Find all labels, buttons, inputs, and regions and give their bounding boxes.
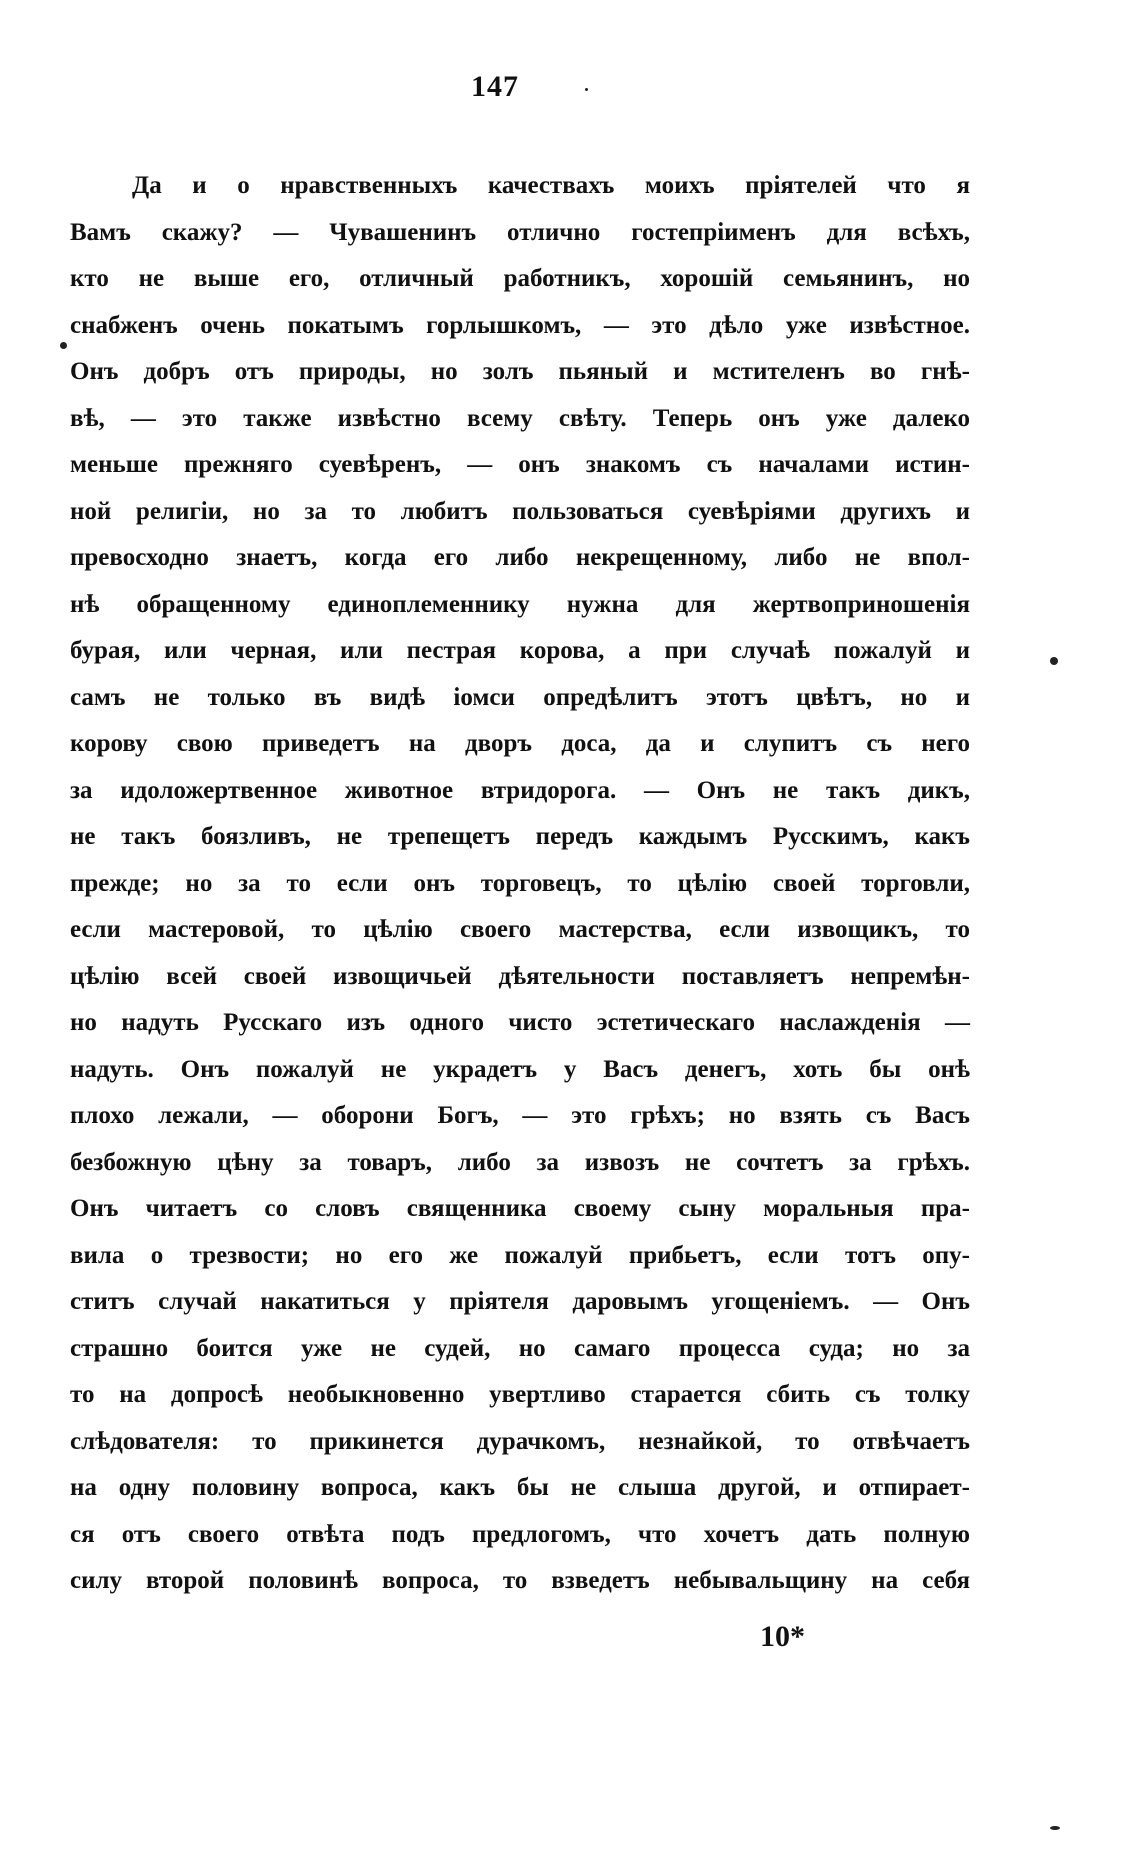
text-line: нѣ обращенному единоплеменнику нужна для жертвоприношенія — [70, 590, 970, 618]
page-number: 147 — [471, 70, 519, 103]
text-line: превосходно знаетъ, когда его либо некрещенному, либо не впол- — [70, 544, 970, 571]
text-line: то на допросѣ необыкновенно увертливо старается сбить съ толку — [70, 1381, 970, 1408]
text-line: меньше прежняго суевѣренъ, — онъ знакомъ съ началами истин- — [70, 451, 970, 478]
text-line: ной религіи, но за то любитъ пользоваться суевѣріями другихъ и — [70, 497, 970, 525]
text-line: силу второй половинѣ вопроса, то взведетъ небывальщину на себя — [70, 1567, 970, 1594]
scan-speck — [1050, 657, 1058, 665]
scan-speck — [60, 342, 67, 349]
text-line: слѣдователя: то прикинется дурачкомъ, незнайкой, то отвѣчаетъ — [70, 1427, 970, 1455]
text-line: но надуть Русскаго изъ одного чисто эстетическаго наслажденія — — [70, 1009, 970, 1036]
text-line: на одну половину вопроса, какъ бы не слыша другой, и отпирает- — [70, 1474, 970, 1501]
text-line: снабженъ очень покатымъ горлышкомъ, — это дѣло уже извѣстное. — [70, 311, 970, 339]
scan-speck — [585, 88, 588, 91]
text-line: если мастеровой, то цѣлію своего мастерства, если извощикъ, то — [70, 916, 970, 943]
text-line: прежде; но за то если онъ торговецъ, то цѣлію своей торговли, — [70, 869, 970, 897]
signature-mark: 10* — [760, 1620, 805, 1653]
text-line: цѣлію всей своей извощичьей дѣятельности поставляетъ непремѣн- — [70, 962, 970, 990]
text-line: надуть. Онъ пожалуй не украдетъ у Васъ денегъ, хоть бы онѣ — [70, 1055, 970, 1083]
text-line: самъ не только въ видѣ іомси опредѣлитъ этотъ цвѣтъ, но и — [70, 683, 970, 711]
text-line: плохо лежали, — оборони Богъ, — это грѣхъ; но взять съ Васъ — [70, 1102, 970, 1129]
text-line: за идоложертвенное животное втридорога. — Онъ не такъ дикъ, — [70, 776, 970, 804]
text-line: корову свою приведетъ на дворъ доса, да и слупитъ съ него — [70, 730, 970, 757]
text-line: не такъ боязливъ, не трепещетъ передъ каждымъ Русскимъ, какъ — [70, 823, 970, 850]
body-text — [70, 163, 970, 1605]
text-line: Онъ добръ отъ природы, но золъ пьяный и мстителенъ во гнѣ- — [70, 358, 970, 385]
text-line: бурая, или черная, или пестрая корова, а при случаѣ пожалуй и — [70, 637, 970, 664]
text-line: вила о трезвости; но его же пожалуй прибьетъ, если тотъ опу- — [70, 1241, 970, 1269]
text-line: Вамъ скажу? — Чувашенинъ отлично гостепріименъ для всѣхъ, — [70, 218, 970, 246]
text-line: Да и о нравственныхъ качествахъ моихъ пріятелей что я — [132, 172, 970, 199]
text-line: страшно боится уже не судей, но самаго процесса суда; но за — [70, 1334, 970, 1362]
text-line: ся отъ своего отвѣта подъ предлогомъ, что хочетъ дать полную — [70, 1520, 970, 1548]
text-line: Онъ читаетъ со словъ священника своему сыну моральныя пра- — [70, 1195, 970, 1222]
text-line: безбожную цѣну за товаръ, либо за извозъ не сочтетъ за грѣхъ. — [70, 1148, 970, 1176]
text-line: вѣ, — это также извѣстно всему свѣту. Теперь онъ уже далеко — [70, 404, 970, 432]
scan-speck — [1050, 1826, 1060, 1830]
text-line: ститъ случай накатиться у пріятеля даровымъ угощеніемъ. — Онъ — [70, 1288, 970, 1315]
text-line: кто не выше его, отличный работникъ, хорошій семьянинъ, но — [70, 265, 970, 292]
